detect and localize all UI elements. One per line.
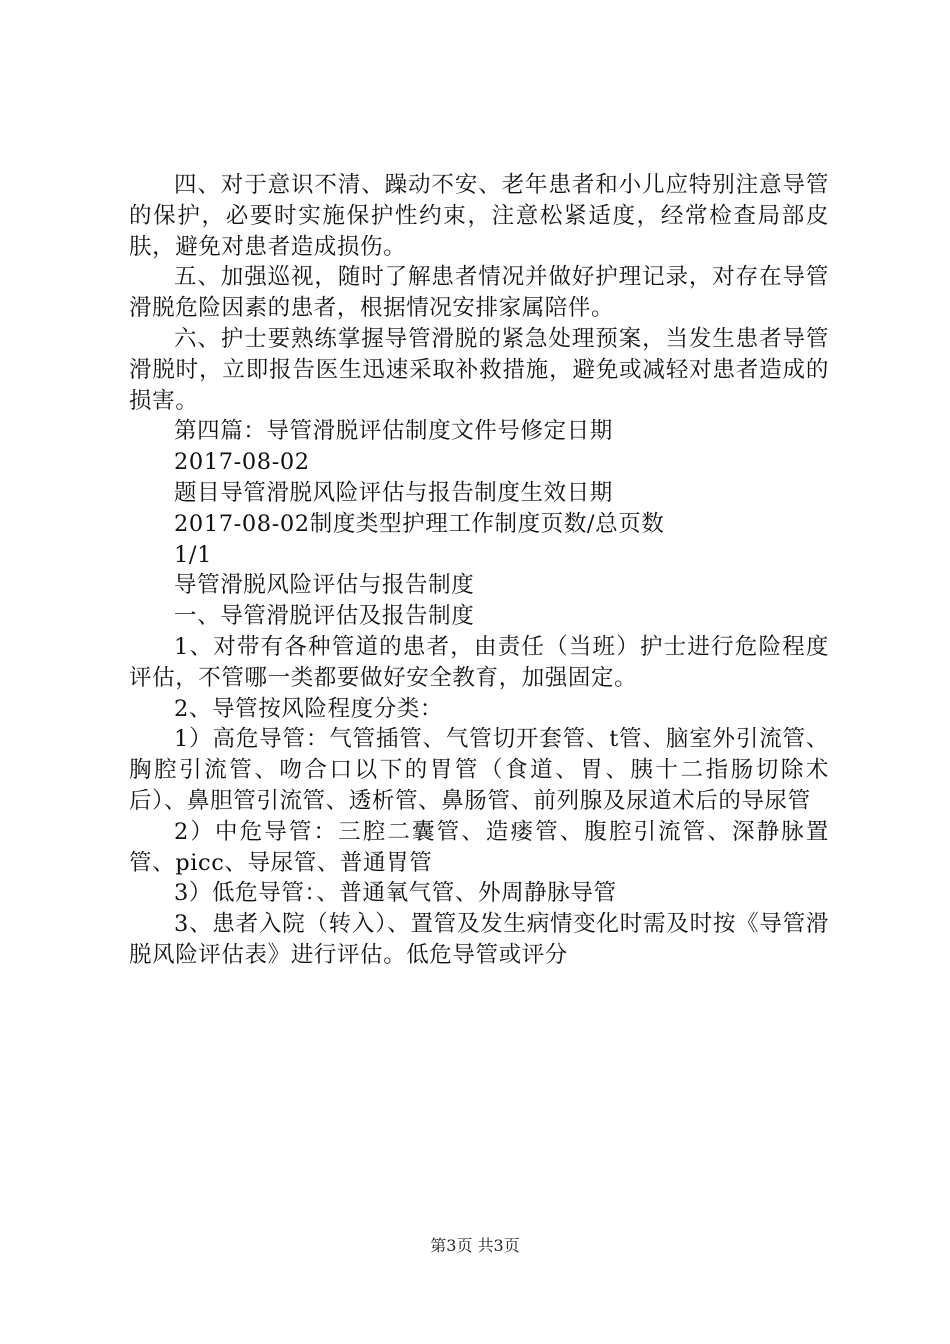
page-count-value: 1/1 <box>174 541 213 568</box>
paragraph-item-five: 五、加强巡视，随时了解患者情况并做好护理记录，对存在导管滑脱危险因素的患者，根据情况安排家属陪伴。 <box>129 264 829 322</box>
paragraph-item-six: 六、护士要熟练掌握导管滑脱的紧急处理预案，当发生患者导管滑脱时，立即报告医生迅速采取补救措施，避免或减轻对患者造成的损害。 <box>129 325 829 414</box>
high-risk-catheter-item: 1）高危导管：气管插管、气管切开套管、t管、脑室外引流管、胸腔引流管、吻合口以下的胃管（食道、胃、胰十二指肠切除术后）、鼻胆管引流管、透析管、鼻肠管、前列腺及尿道术后的导尿管 <box>129 726 829 814</box>
clause-item-2: 2、导管按风险程度分类： <box>174 695 444 722</box>
clause-item-3: 3、患者入院（转入）、置管及发生病情变化时需及时按《导管滑脱风险评估表》进行评估。低危导管或评分 <box>129 911 829 968</box>
revision-date-value: 2017-08-02 <box>174 449 310 476</box>
document-body <box>129 170 829 971</box>
clause-item-1: 1、对带有各种管道的患者，由责任（当班）护士进行危险程度评估，不管哪一类都要做好安全教育，加强固定。 <box>129 633 829 691</box>
medium-risk-catheter-item: 2）中危导管：三腔二囊管、造瘘管、腹腔引流管、深静脉置管、picc、导尿管、普通胃管 <box>129 818 829 876</box>
page-footer <box>0 1236 950 1256</box>
document-subject-line: 题目导管滑脱风险评估与报告制度生效日期 <box>174 479 613 506</box>
section-heading-part-four: 第四篇：导管滑脱评估制度文件号修定日期 <box>174 418 613 445</box>
section-heading-one: 一、导管滑脱评估及报告制度 <box>174 603 475 630</box>
effective-date-line: 2017-08-02制度类型护理工作制度页数/总页数 <box>174 510 665 537</box>
paragraph-item-four: 四、对于意识不清、躁动不安、老年患者和小儿应特别注意导管的保护，必要时实施保护性约束，注意松紧适度，经常检查局部皮肤，避免对患者造成损伤。 <box>129 172 829 260</box>
page-number-label: 第3页 共3页 <box>430 1236 520 1255</box>
policy-title: 导管滑脱风险评估与报告制度 <box>174 572 475 599</box>
low-risk-catheter-item: 3）低危导管：、普通氧气管、外周静脉导管 <box>174 880 617 907</box>
